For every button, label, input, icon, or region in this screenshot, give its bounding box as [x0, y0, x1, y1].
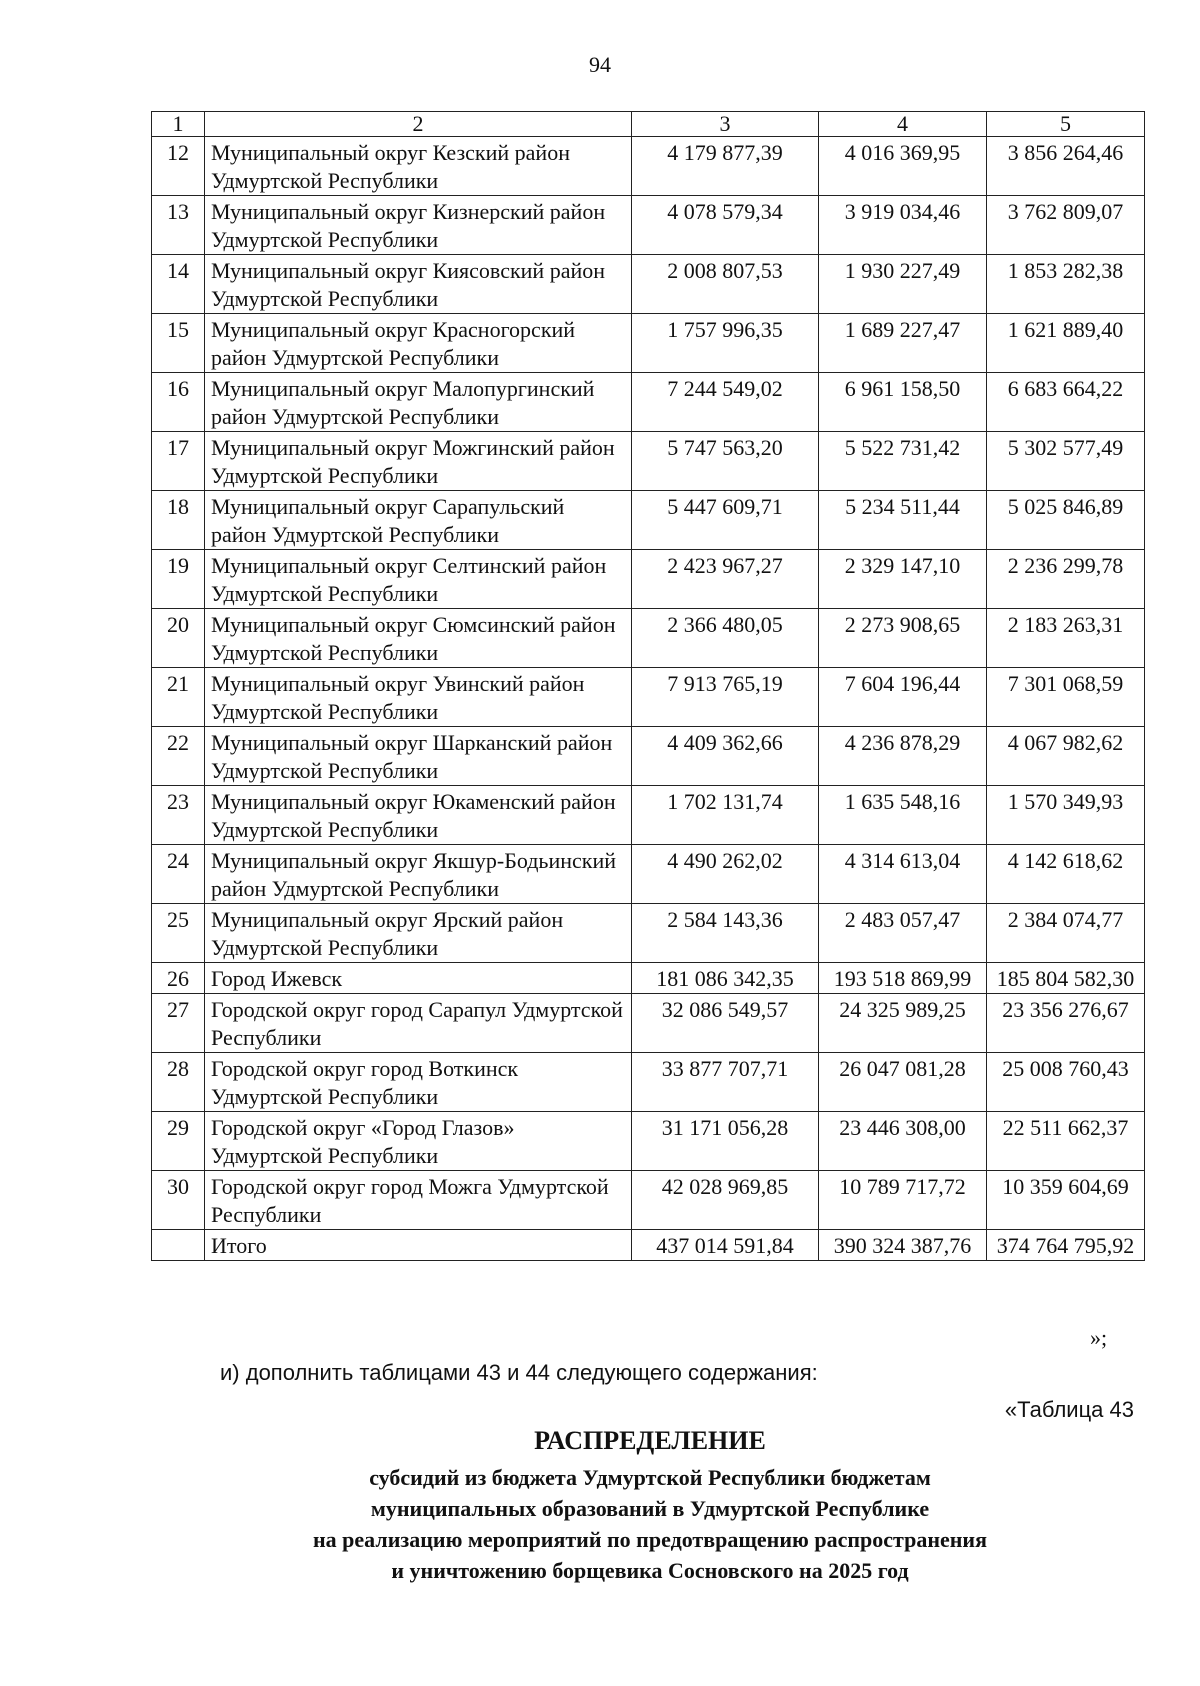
amount-col3: 2 423 967,27	[632, 550, 819, 609]
table-row	[152, 1230, 1145, 1261]
amount-col5: 2 183 263,31	[987, 609, 1145, 668]
amount-col5: 25 008 760,43	[987, 1053, 1145, 1112]
amount-col4: 6 961 158,50	[819, 373, 987, 432]
amount-col5: 3 856 264,46	[987, 137, 1145, 196]
municipality-name: Муниципальный округ Можгинский район Удмуртской Республики	[205, 432, 632, 491]
amount-col4: 1 689 227,47	[819, 314, 987, 373]
column-header: 3	[632, 112, 819, 137]
table-row	[152, 432, 1145, 491]
subtitle-line: муниципальных образований в Удмуртской Республике	[370, 1496, 930, 1521]
amount-col4: 7 604 196,44	[819, 668, 987, 727]
municipality-name: Муниципальный округ Юкаменский район Удмуртской Республики	[205, 786, 632, 845]
municipality-name: Муниципальный округ Киясовский район Удмуртской Республики	[205, 255, 632, 314]
table-row	[152, 786, 1145, 845]
municipality-name: Муниципальный округ Сарапульский район Удмуртской Республики	[205, 491, 632, 550]
amount-col3: 32 086 549,57	[632, 994, 819, 1053]
amount-col5: 5 025 846,89	[987, 491, 1145, 550]
row-number: 17	[152, 432, 205, 491]
municipality-name: Городской округ «Город Глазов» Удмуртской Республики	[205, 1112, 632, 1171]
amount-col4: 1 930 227,49	[819, 255, 987, 314]
table-label: «Таблица 43	[1004, 1397, 1134, 1422]
row-number: 18	[152, 491, 205, 550]
table-row	[152, 1171, 1145, 1230]
municipality-name: Город Ижевск	[205, 963, 632, 994]
amount-col4: 4 236 878,29	[819, 727, 987, 786]
row-number: 23	[152, 786, 205, 845]
amount-col4: 23 446 308,00	[819, 1112, 987, 1171]
table-row	[152, 904, 1145, 963]
municipality-name: Муниципальный округ Кезский район Удмуртской Республики	[205, 137, 632, 196]
amount-col5: 10 359 604,69	[987, 1171, 1145, 1230]
amount-col4: 1 635 548,16	[819, 786, 987, 845]
amount-col4: 10 789 717,72	[819, 1171, 987, 1230]
amendment-text: и) дополнить таблицами 43 и 44 следующего содержания:	[220, 1360, 818, 1385]
row-number: 24	[152, 845, 205, 904]
amount-col5: 7 301 068,59	[987, 668, 1145, 727]
subtitle-line: на реализацию мероприятий по предотвращению распространения	[312, 1527, 988, 1552]
table-row	[152, 845, 1145, 904]
amount-col3: 181 086 342,35	[632, 963, 819, 994]
row-number: 25	[152, 904, 205, 963]
document-title: РАСПРЕДЕЛЕНИЕ	[534, 1426, 766, 1455]
table-row	[152, 963, 1145, 994]
municipality-name: Городской округ город Воткинск Удмуртской Республики	[205, 1053, 632, 1112]
column-header: 2	[205, 112, 632, 137]
table-row	[152, 550, 1145, 609]
amount-col3: 4 490 262,02	[632, 845, 819, 904]
amount-col3: 2 584 143,36	[632, 904, 819, 963]
amount-col5: 5 302 577,49	[987, 432, 1145, 491]
amount-col5: 3 762 809,07	[987, 196, 1145, 255]
municipality-name: Муниципальный округ Сюмсинский район Удмуртской Республики	[205, 609, 632, 668]
municipality-name: Муниципальный округ Шарканский район Удмуртской Республики	[205, 727, 632, 786]
amount-col3: 1 702 131,74	[632, 786, 819, 845]
amount-col3: 1 757 996,35	[632, 314, 819, 373]
row-number: 16	[152, 373, 205, 432]
page-number: 94	[589, 52, 611, 77]
amount-col3: 4 409 362,66	[632, 727, 819, 786]
subtitle-line: субсидий из бюджета Удмуртской Республики бюджетам	[369, 1465, 931, 1490]
table-row	[152, 609, 1145, 668]
row-number: 27	[152, 994, 205, 1053]
table-header-row	[152, 112, 1145, 137]
table-row	[152, 196, 1145, 255]
row-number: 30	[152, 1171, 205, 1230]
municipality-name: Городской округ город Можга Удмуртской Республики	[205, 1171, 632, 1230]
amount-col4: 193 518 869,99	[819, 963, 987, 994]
amount-col4: 3 919 034,46	[819, 196, 987, 255]
table-row	[152, 373, 1145, 432]
closing-quote: »;	[1090, 1325, 1108, 1350]
amount-col3: 4 078 579,34	[632, 196, 819, 255]
row-number: 13	[152, 196, 205, 255]
row-number: 26	[152, 963, 205, 994]
amount-col4: 4 016 369,95	[819, 137, 987, 196]
row-number: 29	[152, 1112, 205, 1171]
municipality-name: Муниципальный округ Селтинский район Удмуртской Республики	[205, 550, 632, 609]
amount-col4: 5 234 511,44	[819, 491, 987, 550]
row-number: 15	[152, 314, 205, 373]
row-number: 14	[152, 255, 205, 314]
amount-col4: 5 522 731,42	[819, 432, 987, 491]
amount-col5: 1 621 889,40	[987, 314, 1145, 373]
table-body	[152, 112, 1145, 1261]
row-number: 22	[152, 727, 205, 786]
municipality-name: Итого	[205, 1230, 632, 1261]
amount-col3: 33 877 707,71	[632, 1053, 819, 1112]
amount-col4: 2 329 147,10	[819, 550, 987, 609]
amount-col5: 22 511 662,37	[987, 1112, 1145, 1171]
subsidy-table	[151, 111, 1145, 1261]
row-number: 28	[152, 1053, 205, 1112]
amount-col4: 4 314 613,04	[819, 845, 987, 904]
amount-col5: 2 236 299,78	[987, 550, 1145, 609]
amount-col5: 1 853 282,38	[987, 255, 1145, 314]
municipality-name: Муниципальный округ Увинский район Удмуртской Республики	[205, 668, 632, 727]
subtitle-line: и уничтожению борщевика Сосновского на 2025 год	[391, 1558, 909, 1583]
amount-col5: 2 384 074,77	[987, 904, 1145, 963]
amount-col4: 24 325 989,25	[819, 994, 987, 1053]
table-row	[152, 137, 1145, 196]
amount-col5: 6 683 664,22	[987, 373, 1145, 432]
amount-col5: 374 764 795,92	[987, 1230, 1145, 1261]
municipality-name: Муниципальный округ Красногорский район Удмуртской Республики	[205, 314, 632, 373]
row-number: 12	[152, 137, 205, 196]
amount-col3: 7 913 765,19	[632, 668, 819, 727]
table-row	[152, 727, 1145, 786]
amount-col3: 437 014 591,84	[632, 1230, 819, 1261]
table-row	[152, 314, 1145, 373]
column-header: 1	[152, 112, 205, 137]
table-row	[152, 255, 1145, 314]
amount-col3: 2 366 480,05	[632, 609, 819, 668]
amount-col3: 5 747 563,20	[632, 432, 819, 491]
amount-col5: 4 067 982,62	[987, 727, 1145, 786]
row-number: 19	[152, 550, 205, 609]
amount-col3: 5 447 609,71	[632, 491, 819, 550]
amount-col3: 4 179 877,39	[632, 137, 819, 196]
table-row	[152, 1112, 1145, 1171]
table-row	[152, 1053, 1145, 1112]
municipality-name: Муниципальный округ Якшур-Бодьинский район Удмуртской Республики	[205, 845, 632, 904]
amount-col3: 2 008 807,53	[632, 255, 819, 314]
municipality-name: Муниципальный округ Ярский район Удмуртской Республики	[205, 904, 632, 963]
table-row	[152, 491, 1145, 550]
municipality-name: Муниципальный округ Малопургинский район Удмуртской Республики	[205, 373, 632, 432]
municipality-name: Муниципальный округ Кизнерский район Удмуртской Республики	[205, 196, 632, 255]
amount-col5: 1 570 349,93	[987, 786, 1145, 845]
amount-col3: 42 028 969,85	[632, 1171, 819, 1230]
table-row	[152, 668, 1145, 727]
amount-col3: 31 171 056,28	[632, 1112, 819, 1171]
amount-col4: 2 483 057,47	[819, 904, 987, 963]
municipality-name: Городской округ город Сарапул Удмуртской Республики	[205, 994, 632, 1053]
amount-col4: 26 047 081,28	[819, 1053, 987, 1112]
table-row	[152, 994, 1145, 1053]
row-number: 21	[152, 668, 205, 727]
amount-col4: 390 324 387,76	[819, 1230, 987, 1261]
row-number: 20	[152, 609, 205, 668]
column-header: 5	[987, 112, 1145, 137]
column-header: 4	[819, 112, 987, 137]
amount-col4: 2 273 908,65	[819, 609, 987, 668]
amount-col3: 7 244 549,02	[632, 373, 819, 432]
amount-col5: 23 356 276,67	[987, 994, 1145, 1053]
document-subtitle	[150, 1462, 1150, 1586]
amount-col5: 4 142 618,62	[987, 845, 1145, 904]
amount-col5: 185 804 582,30	[987, 963, 1145, 994]
row-number	[152, 1230, 205, 1261]
